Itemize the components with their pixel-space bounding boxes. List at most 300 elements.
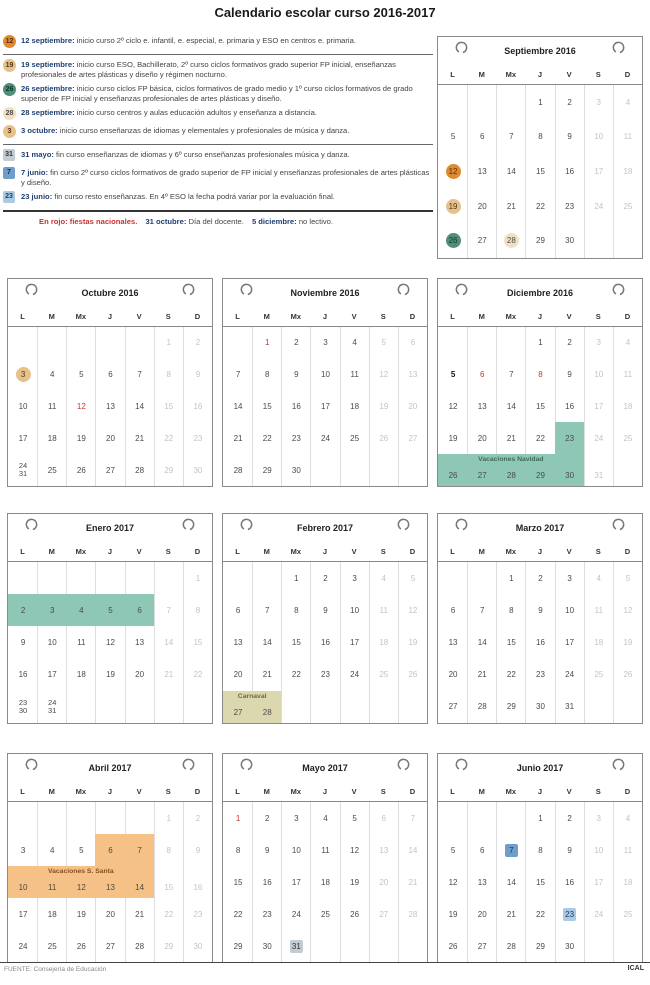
day-number: 24: [594, 433, 604, 443]
day-cell: [467, 562, 496, 594]
day-number: 5: [625, 573, 631, 583]
month-title: Noviembre 2016: [290, 288, 360, 298]
day-cell: [398, 834, 427, 866]
day-cell: [281, 359, 310, 391]
day-number: 7: [264, 605, 270, 615]
day-cell: [438, 802, 467, 834]
day-cell: [66, 834, 95, 866]
month-grid: [223, 562, 427, 723]
day-number: 2: [567, 97, 572, 107]
binder-ring-icon: [24, 517, 39, 532]
weekday-label: J: [322, 547, 328, 556]
day-cell: [467, 154, 496, 189]
day-number: 21: [408, 877, 418, 887]
day-cell: [340, 327, 369, 359]
day-cell: [496, 930, 525, 962]
day-cell: [555, 391, 584, 423]
day-number: 16: [536, 638, 545, 647]
day-number: 8: [294, 605, 299, 615]
weekday-label: J: [537, 70, 543, 79]
day-number: 30: [193, 941, 203, 951]
day-number: 27: [106, 465, 115, 475]
day-number: 8: [166, 370, 171, 380]
day-cell: [525, 223, 554, 258]
day-cell: [252, 802, 281, 834]
legend-date-marker: 28: [3, 107, 16, 120]
weekday-label: Mx: [505, 547, 517, 556]
day-cell: [525, 930, 554, 962]
day-cell: [496, 391, 525, 423]
day-cell: [281, 898, 310, 930]
day-number: 17: [18, 909, 28, 919]
day-number: 17: [594, 166, 604, 176]
day-cell: [369, 659, 398, 691]
day-number: 8: [538, 370, 543, 380]
day-cell: [613, 120, 642, 155]
weekday-label: D: [624, 70, 631, 79]
day-cell: [525, 659, 554, 691]
day-cell: [525, 898, 554, 930]
day-number: 28: [506, 941, 516, 951]
day-cell: [398, 626, 427, 658]
day-number: 25: [623, 433, 633, 443]
day-cell: [223, 626, 252, 658]
day-number: 10: [594, 845, 604, 855]
day-cell: [340, 422, 369, 454]
day-cell: [555, 85, 584, 120]
day-number: 29: [536, 471, 545, 481]
binder-ring-icon: [454, 757, 469, 772]
weekday-label: J: [107, 787, 113, 796]
day-number: 26: [623, 670, 633, 680]
day-number: 3: [567, 573, 572, 583]
weekday-label: V: [566, 312, 572, 321]
day-number: 29: [536, 236, 545, 246]
day-number: 16: [291, 401, 301, 411]
day-number: 4: [625, 338, 631, 348]
day-number: 18: [379, 638, 389, 647]
day-cell: [281, 626, 310, 658]
legend-date-label: 7 junio:: [21, 168, 51, 177]
day-number: 19: [350, 877, 360, 887]
day-cell: [613, 391, 642, 423]
day-cell: [613, 659, 642, 691]
day-number: 15: [193, 638, 203, 647]
day-cell: [125, 930, 154, 962]
day-cell: [584, 391, 613, 423]
day-cell: [281, 422, 310, 454]
day-number: 9: [323, 605, 328, 615]
day-number: 1: [235, 813, 241, 823]
week-row: [438, 454, 642, 486]
note-december-date: 5 diciembre:: [251, 217, 297, 226]
day-cell: [310, 562, 339, 594]
day-cell: [125, 422, 154, 454]
week-row: [223, 626, 427, 658]
day-number: 23: [193, 433, 203, 443]
day-cell: [584, 691, 613, 723]
day-number: 4: [625, 97, 631, 107]
day-cell: [398, 930, 427, 962]
day-number: 6: [381, 813, 386, 823]
day-number: 6: [108, 845, 113, 855]
weekday-row: [438, 65, 642, 85]
day-cell: [467, 391, 496, 423]
day-cell: [95, 562, 124, 594]
day-number: 8: [264, 370, 270, 380]
day-cell: [125, 691, 154, 723]
note-december-text: no lectivo.: [298, 217, 334, 226]
day-cell: [467, 834, 496, 866]
day-cell: [496, 223, 525, 258]
binder-ring-icon: [239, 757, 254, 772]
day-number: 23: [565, 433, 575, 443]
legend-item-text: 7 junio: fin curso 2º curso ciclos formativos de grado superior de FP inicial y enseñanzas profesionales de artes plásticas y diseño.: [21, 168, 430, 187]
day-cell: [37, 359, 66, 391]
day-number: 22: [262, 433, 272, 443]
day-number: 3: [323, 338, 328, 348]
legend-date-label: 3 octubre:: [21, 126, 60, 135]
month-grid: [438, 562, 642, 723]
day-cell: [66, 454, 95, 486]
legend-date-label: 28 septiembre:: [21, 108, 77, 117]
day-number: 26: [76, 941, 86, 951]
day-cell: [555, 691, 584, 723]
day-cell: [37, 454, 66, 486]
weekday-label: J: [107, 547, 113, 556]
weekday-label: L: [20, 787, 25, 796]
day-number: 30: [193, 465, 203, 475]
day-number: 10: [18, 883, 28, 892]
week-row: [8, 691, 212, 723]
day-number: 16: [262, 877, 272, 887]
calendar-header: [223, 514, 427, 542]
week-row: [8, 327, 212, 359]
day-cell: [438, 189, 467, 224]
weekday-label: S: [595, 70, 601, 79]
weekday-label: Mx: [290, 787, 302, 796]
day-cell: [125, 327, 154, 359]
day-cell: [398, 454, 427, 486]
day-number: 29: [164, 465, 174, 475]
day-cell: [584, 659, 613, 691]
day-number: 13: [408, 370, 418, 380]
day-cell: [584, 422, 613, 454]
day-number: 15: [536, 877, 545, 887]
day-cell: [340, 594, 369, 626]
day-number: 16: [193, 401, 203, 411]
weekday-label: S: [380, 547, 386, 556]
day-number: 20: [408, 401, 418, 411]
week-row: [438, 562, 642, 594]
day-cell: [525, 154, 554, 189]
weekday-label: M: [263, 312, 270, 321]
day-cell: [66, 327, 95, 359]
week-row: [438, 898, 642, 930]
day-cell: [613, 85, 642, 120]
day-cell: [369, 327, 398, 359]
day-cell: [252, 327, 281, 359]
day-cell: [613, 359, 642, 391]
weekday-label: D: [624, 787, 631, 796]
day-cell: [467, 85, 496, 120]
day-cell: [398, 391, 427, 423]
day-cell: [183, 626, 212, 658]
day-cell: [37, 391, 66, 423]
weekday-label: Mx: [75, 787, 87, 796]
weekday-label: D: [194, 787, 201, 796]
week-row: [438, 834, 642, 866]
weekday-label: S: [165, 787, 171, 796]
day-number: 14: [477, 638, 487, 647]
day-number: 21: [477, 670, 487, 680]
day-number: 26: [76, 465, 86, 475]
day-number: 13: [135, 638, 145, 647]
day-number: 7: [166, 605, 171, 615]
week-row: [438, 659, 642, 691]
legend-item: [3, 84, 433, 103]
day-cell: [281, 659, 310, 691]
legend-date-label: 19 septiembre:: [21, 60, 77, 69]
day-number: 1: [166, 338, 171, 348]
day-cell: [555, 659, 584, 691]
day-cell: [95, 898, 124, 930]
day-cell: [154, 327, 183, 359]
day-cell: [125, 626, 154, 658]
day-cell: [525, 85, 554, 120]
weekday-label: S: [380, 787, 386, 796]
day-number: 21: [135, 433, 145, 443]
day-number: 13: [379, 845, 389, 855]
month-grid: [438, 85, 642, 258]
day-number: 21: [262, 670, 272, 680]
day-cell: [438, 85, 467, 120]
day-number: 18: [321, 877, 330, 887]
day-cell: [66, 898, 95, 930]
weekday-label: S: [595, 547, 601, 556]
day-cell: [555, 223, 584, 258]
day-cell: [467, 422, 496, 454]
weekday-row: [438, 542, 642, 562]
binder-ring-icon: [239, 282, 254, 297]
day-cell: [183, 454, 212, 486]
day-cell: [467, 626, 496, 658]
day-number: 20: [106, 433, 115, 443]
weekday-label: D: [409, 312, 416, 321]
day-cell: [340, 802, 369, 834]
day-number: 3: [20, 845, 26, 855]
day-cell: [8, 422, 37, 454]
legend-item: [3, 150, 433, 163]
week-row: [438, 120, 642, 155]
day-number: 2: [567, 813, 572, 823]
day-cell: [467, 930, 496, 962]
day-cell: [467, 866, 496, 898]
day-number: 27: [408, 433, 418, 443]
day-number: 22: [233, 909, 243, 919]
day-cell: [438, 562, 467, 594]
day-cell: [438, 223, 467, 258]
day-cell: [398, 866, 427, 898]
day-cell: [555, 866, 584, 898]
day-cell: [438, 391, 467, 423]
day-number: 20: [135, 670, 145, 680]
day-cell: [8, 391, 37, 423]
month-grid: [8, 802, 212, 962]
weekday-label: M: [263, 547, 270, 556]
day-cell: [281, 930, 310, 962]
day-cell: [66, 659, 95, 691]
calendar-header: [223, 279, 427, 307]
week-row: [8, 898, 212, 930]
day-cell: [369, 802, 398, 834]
day-cell: [555, 834, 584, 866]
day-cell: [37, 802, 66, 834]
day-cell: [467, 691, 496, 723]
day-cell: [525, 562, 554, 594]
weekday-label: V: [136, 547, 142, 556]
calendar-header: [438, 514, 642, 542]
day-cell: [496, 189, 525, 224]
weekday-label: L: [450, 547, 455, 556]
page-title: Calendario escolar curso 2016-2017: [214, 5, 436, 20]
day-number: 25: [623, 909, 633, 919]
calendar-header: [438, 37, 642, 65]
day-cell: [95, 659, 124, 691]
day-number: 21: [506, 433, 516, 443]
day-number: 14: [506, 401, 516, 411]
day-cell: [438, 626, 467, 658]
weekday-label: M: [263, 787, 270, 796]
day-number: 14: [164, 638, 174, 647]
day-number: 22: [536, 433, 545, 443]
day-cell: [223, 898, 252, 930]
legend-item: [3, 192, 433, 205]
day-number: 12: [623, 605, 633, 615]
day-number: 9: [195, 370, 201, 380]
day-cell: [125, 659, 154, 691]
day-number: 2: [567, 338, 572, 348]
day-cell: [252, 930, 281, 962]
day-number: 18: [47, 909, 57, 919]
day-cell: [340, 359, 369, 391]
day-cell: [281, 834, 310, 866]
day-number: 15: [164, 401, 174, 411]
day-cell: [496, 120, 525, 155]
day-number-stacked: 24 31: [18, 461, 28, 479]
day-number: 27: [106, 941, 115, 951]
day-cell: [154, 391, 183, 423]
day-number: 30: [565, 941, 575, 951]
day-cell: [252, 359, 281, 391]
day-number: 20: [106, 909, 115, 919]
weekday-label: S: [595, 787, 601, 796]
day-cell: [252, 391, 281, 423]
day-number: 23: [536, 670, 545, 680]
day-number: 6: [235, 605, 241, 615]
day-number: 2: [294, 338, 299, 348]
day-cell: [223, 594, 252, 626]
day-cell: [398, 562, 427, 594]
day-cell: [369, 626, 398, 658]
footer-source: FUENTE: Consejería de Educación: [4, 966, 107, 973]
day-cell: [555, 626, 584, 658]
weekday-label: S: [380, 312, 386, 321]
month-grid: [223, 802, 427, 962]
week-row: [438, 422, 642, 454]
binder-ring-icon: [396, 757, 411, 772]
day-number: 11: [623, 845, 633, 855]
calendar-header: [8, 514, 212, 542]
calendar-octubre-2016: [7, 278, 213, 487]
day-number: 16: [193, 883, 203, 892]
day-cell: [154, 898, 183, 930]
day-cell: [95, 691, 124, 723]
day-cell: [252, 422, 281, 454]
day-cell: [496, 422, 525, 454]
day-cell: [438, 422, 467, 454]
legend-item: [3, 108, 433, 121]
day-number: 20: [233, 670, 243, 680]
day-number: 26: [350, 909, 360, 919]
day-cell: [496, 898, 525, 930]
day-number: 3: [294, 813, 299, 823]
weekday-label: D: [409, 787, 416, 796]
day-cell: [310, 866, 339, 898]
day-cell: [525, 594, 554, 626]
day-cell: [340, 659, 369, 691]
day-number: 1: [538, 338, 543, 348]
day-number: 23: [321, 670, 330, 680]
day-number: 9: [538, 605, 543, 615]
day-number: 16: [565, 877, 575, 887]
day-cell: [584, 594, 613, 626]
weekday-label: Mx: [505, 70, 517, 79]
day-cell: [281, 691, 310, 723]
week-row: [438, 626, 642, 658]
legend-date-label: 12 septiembre:: [21, 36, 77, 45]
day-cell: [525, 626, 554, 658]
day-number: 22: [291, 670, 301, 680]
legend-divider: [3, 144, 433, 145]
day-cell: [125, 391, 154, 423]
day-number: 2: [20, 605, 26, 615]
weekday-label: L: [235, 787, 240, 796]
week-row: [223, 659, 427, 691]
day-cell: [613, 866, 642, 898]
day-cell: [369, 422, 398, 454]
day-number: 31: [290, 940, 303, 953]
day-number: 11: [379, 605, 388, 615]
month-grid: [223, 327, 427, 486]
day-cell: [613, 327, 642, 359]
day-cell: [555, 802, 584, 834]
day-cell: [223, 930, 252, 962]
binder-ring-icon: [611, 282, 626, 297]
day-number: 9: [567, 845, 572, 855]
day-cell: [525, 391, 554, 423]
day-number: 17: [291, 877, 301, 887]
weekday-label: M: [48, 787, 55, 796]
day-cell: [154, 802, 183, 834]
legend-item: [3, 60, 433, 79]
week-row: [438, 930, 642, 962]
day-cell: [340, 866, 369, 898]
day-number: 14: [262, 638, 272, 647]
day-cell: [252, 659, 281, 691]
day-cell: [340, 898, 369, 930]
day-cell: [525, 691, 554, 723]
